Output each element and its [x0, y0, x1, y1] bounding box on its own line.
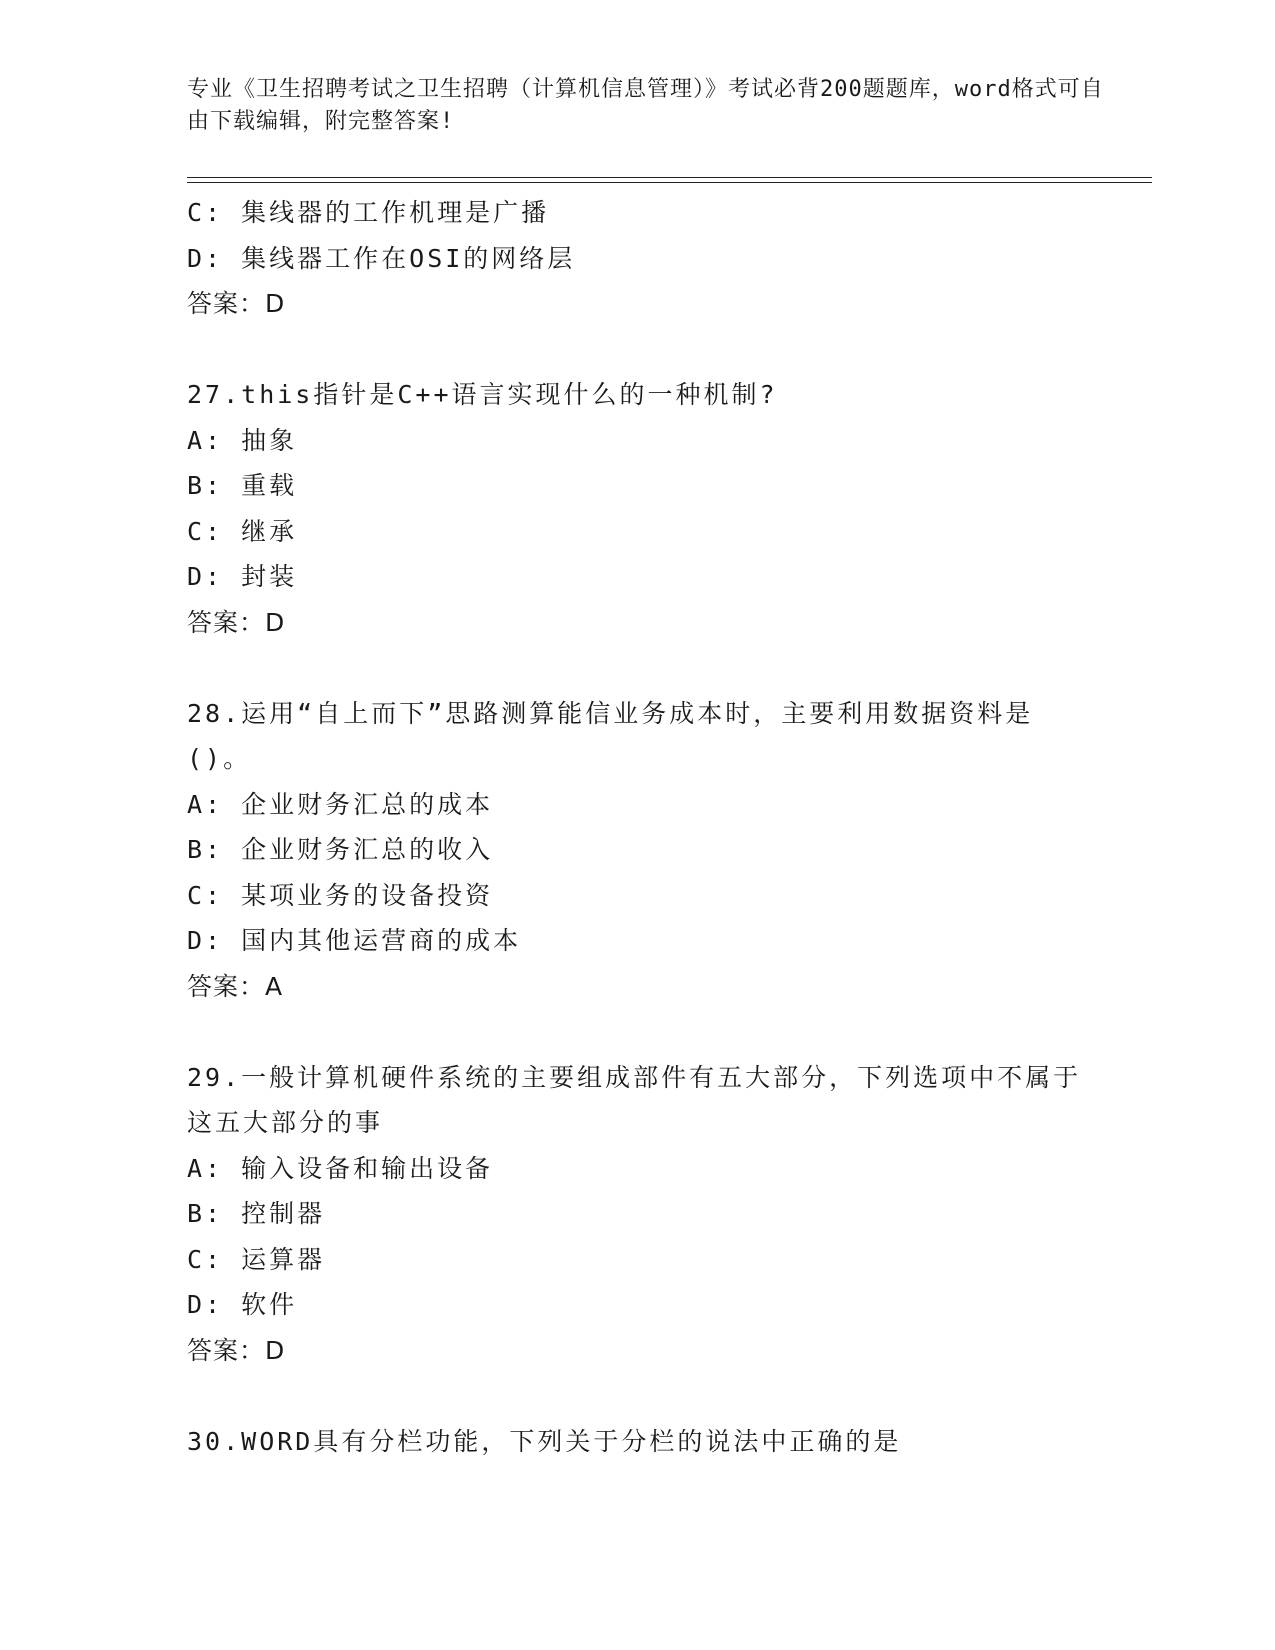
- question-text: 27.this指针是C++语言实现什么的一种机制?: [187, 380, 778, 409]
- document-header: 专业《卫生招聘考试之卫生招聘（计算机信息管理）》考试必背200题题库，word格式可自由下载编辑，附完整答案!: [187, 77, 1104, 134]
- answer: 答案：D: [187, 1335, 286, 1365]
- answer: 答案：A: [187, 971, 284, 1001]
- header-divider-bottom: [187, 182, 1152, 183]
- question-text: 28.运用“自上而下”思路测算能信业务成本时，主要利用数据资料是()。: [187, 698, 1034, 773]
- option-d: D: 集线器工作在OSI的网络层: [187, 243, 576, 273]
- question-block: [187, 1419, 1087, 1465]
- option-b: B: 重载: [187, 471, 298, 500]
- option-d: D: 封装: [187, 562, 298, 591]
- header-divider-top: [187, 177, 1152, 178]
- answer: 答案：D: [187, 607, 286, 637]
- option-a: A: 输入设备和输出设备: [187, 1153, 494, 1183]
- option-c: C: 继承: [187, 516, 298, 546]
- option-b: B: 控制器: [187, 1199, 326, 1228]
- option-c: C: 某项业务的设备投资: [187, 880, 494, 910]
- option-c: C: 运算器: [187, 1244, 326, 1274]
- option-a: A: 企业财务汇总的成本: [187, 789, 494, 819]
- question-text: 29.一般计算机硬件系统的主要组成部件有五大部分，下列选项中不属于这五大部分的事: [187, 1062, 1082, 1137]
- question-block: [187, 190, 1087, 327]
- option-d: D: 国内其他运营商的成本: [187, 926, 522, 955]
- option-b: B: 企业财务汇总的收入: [187, 835, 494, 864]
- question-list: [187, 190, 1087, 1464]
- option-d: D: 软件: [187, 1290, 298, 1319]
- question-block: [187, 372, 1087, 645]
- option-a: A: 抽象: [187, 425, 298, 455]
- question-text: 30.WORD具有分栏功能，下列关于分栏的说法中正确的是: [187, 1426, 902, 1456]
- answer: 答案：D: [187, 289, 286, 318]
- question-block: [187, 1055, 1087, 1374]
- option-c: C: 集线器的工作机理是广播: [187, 198, 550, 227]
- question-block: [187, 691, 1087, 1010]
